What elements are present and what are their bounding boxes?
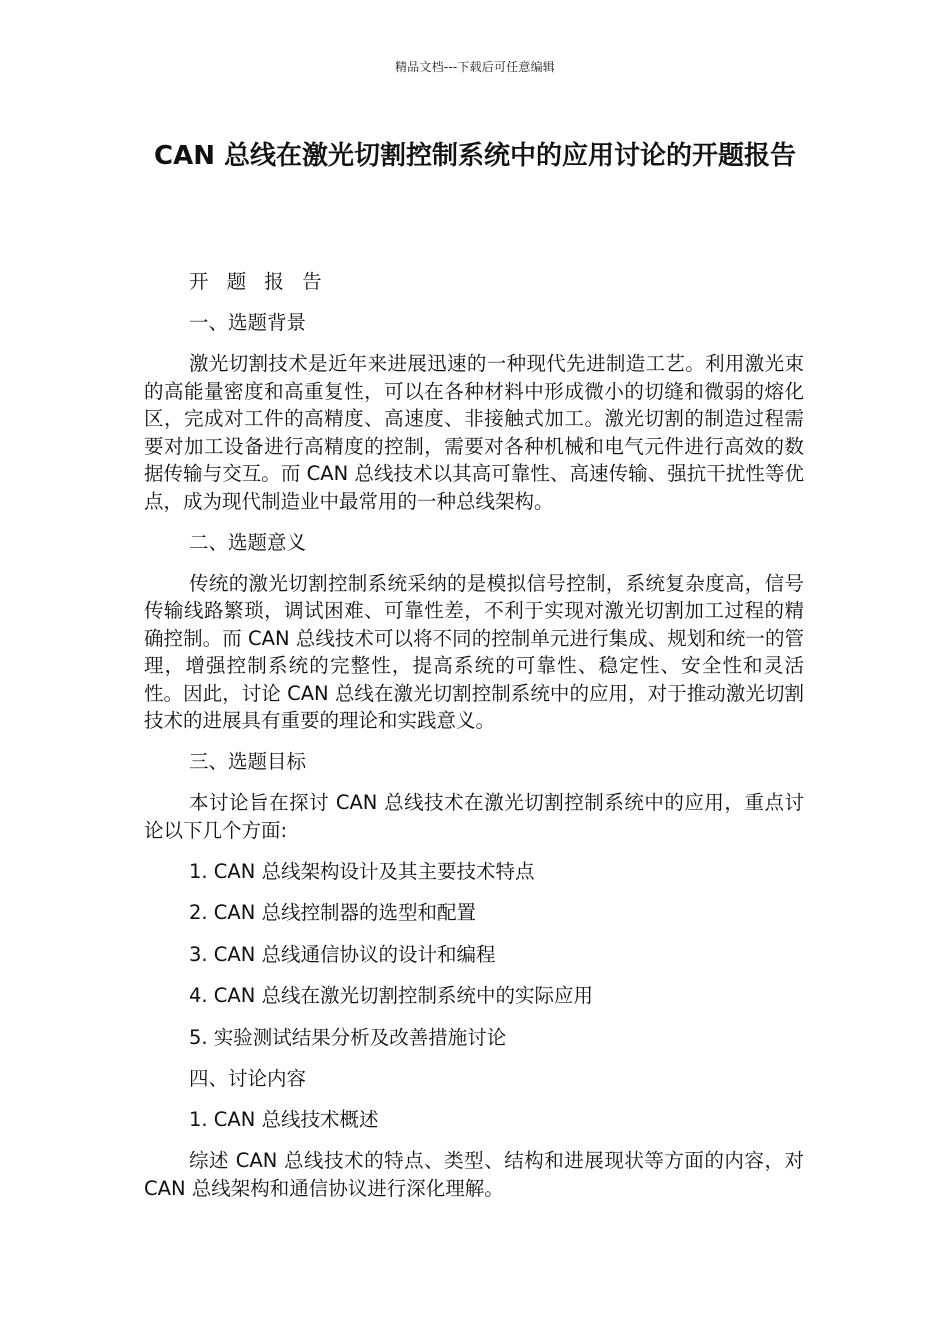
report-label: 开 题 报 告 [189, 270, 328, 293]
section-heading-significance: 二、选题意义 [189, 530, 307, 554]
list-item: 4. CAN 总线在激光切割控制系统中的实际应用 [189, 984, 594, 1007]
paragraph-significance: 传统的激光切割控制系统采纳的是模拟信号控制，系统复杂度高，信号传输线路繁琐，调试困难、可靠性差，不利于实现对激光切割加工过程的精确控制。而 CAN 总线技术可以将不同的控制单元进行集成、规划和统一的管理，增强控制系统的完整性，提高系统的可靠性、稳定性、安全性和灵活性。因此，讨论 CAN 总线在激光切割控制系统中的应用，对于推动激光切割技术的进展具有重要的理论和实践意义。 [144, 571, 804, 732]
header-note: 精品文档---下载后可任意编辑 [395, 60, 555, 74]
section-heading-content: 四、讨论内容 [189, 1067, 307, 1090]
paragraph-objective: 本讨论旨在探讨 CAN 总线技术在激光切割控制系统中的应用，重点讨论以下几个方面: [144, 791, 804, 842]
subsection-heading-can-overview: 1. CAN 总线技术概述 [189, 1108, 379, 1131]
list-item: 3. CAN 总线通信协议的设计和编程 [189, 942, 496, 966]
list-item: 5. 实验测试结果分析及改善措施讨论 [189, 1025, 507, 1049]
paragraph-can-overview: 综述 CAN 总线技术的特点、类型、结构和进展现状等方面的内容，对 CAN 总线架构和通信协议进行深化理解。 [144, 1149, 804, 1200]
list-item: 2. CAN 总线控制器的选型和配置 [189, 901, 477, 924]
list-item: 1. CAN 总线架构设计及其主要技术特点 [189, 859, 535, 883]
section-heading-background: 一、选题背景 [189, 311, 307, 334]
document-title: CAN 总线在激光切割控制系统中的应用讨论的开题报告 [153, 141, 796, 171]
document-body [144, 268, 804, 1216]
section-heading-objective: 三、选题目标 [189, 750, 307, 773]
paragraph-background: 激光切割技术是近年来进展迅速的一种现代先进制造工艺。利用激光束的高能量密度和高重复性，可以在各种材料中形成微小的切缝和微弱的熔化区，完成对工件的高精度、高速度、非接触式加工。激光切割的制造过程需要对加工设备进行高精度的控制，需要对各种机械和电气元件进行高效的数据传输与交互。而 CAN 总线技术以其高可靠性、高速传输、强抗干扰性等优点，成为现代制造业中最常用的一种总线架构。 [144, 352, 804, 513]
